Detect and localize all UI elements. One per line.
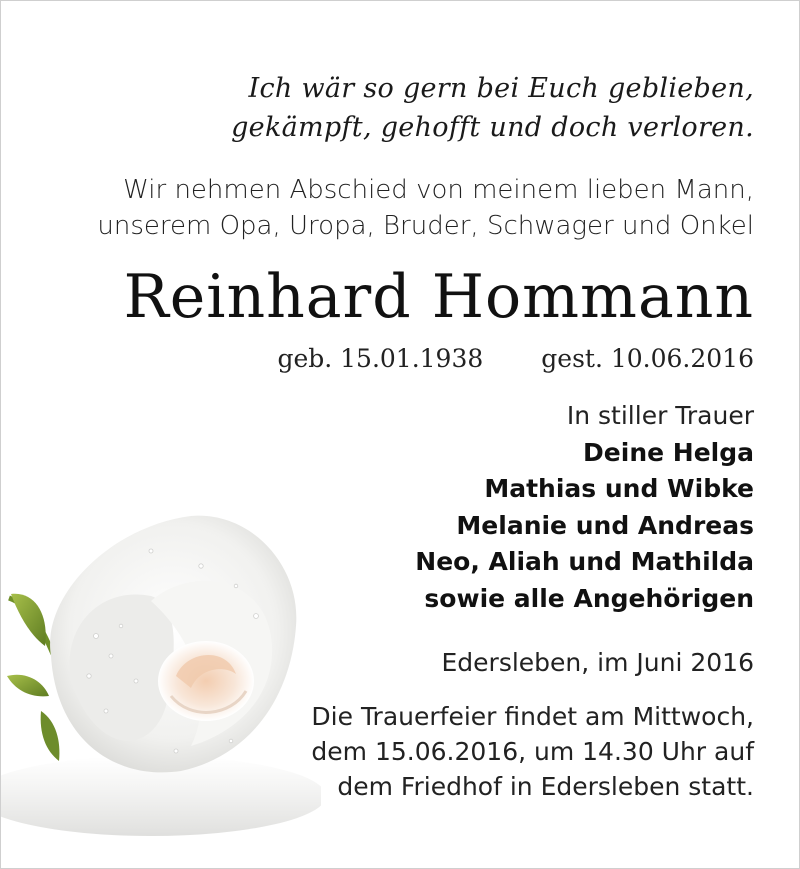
mourner-name: Mathias und Wibke: [484, 474, 754, 503]
quote-line: Ich wär so gern bei Euch geblieben,: [248, 73, 754, 104]
service-line: dem Friedhof in Edersleben statt.: [337, 772, 754, 801]
life-dates: [277, 341, 754, 377]
intro-line: Wir nehmen Abschied von meinem lieben Mann,: [123, 175, 754, 205]
deceased-name: Reinhard Hommann: [123, 262, 754, 332]
quote-line: gekämpft, gehofft und doch verloren.: [231, 112, 754, 143]
service-line: Die Trauerfeier findet am Mittwoch,: [311, 702, 754, 731]
death-date: gest. 10.06.2016: [541, 344, 754, 373]
mourner-name: sowie alle Angehörigen: [424, 583, 754, 613]
mourner-name: Neo, Aliah und Mathilda: [415, 547, 754, 576]
place-and-date: Edersleben, im Juni 2016: [441, 648, 754, 677]
mourner-name: Deine Helga: [583, 437, 754, 467]
mourner-name: Melanie und Andreas: [456, 510, 754, 540]
white-rose-icon: [1, 506, 321, 836]
birth-date: geb. 15.01.1938: [277, 344, 484, 373]
service-line: dem 15.06.2016, um 14.30 Uhr auf: [311, 737, 754, 766]
memorial-quote: [231, 69, 754, 147]
funeral-service-info: [311, 699, 754, 804]
mourning-lead: In stiller Trauer: [566, 401, 754, 430]
farewell-intro: [97, 172, 754, 244]
mourners-list: [415, 398, 754, 617]
intro-line: unserem Opa, Uropa, Bruder, Schwager und Onkel: [97, 211, 754, 241]
